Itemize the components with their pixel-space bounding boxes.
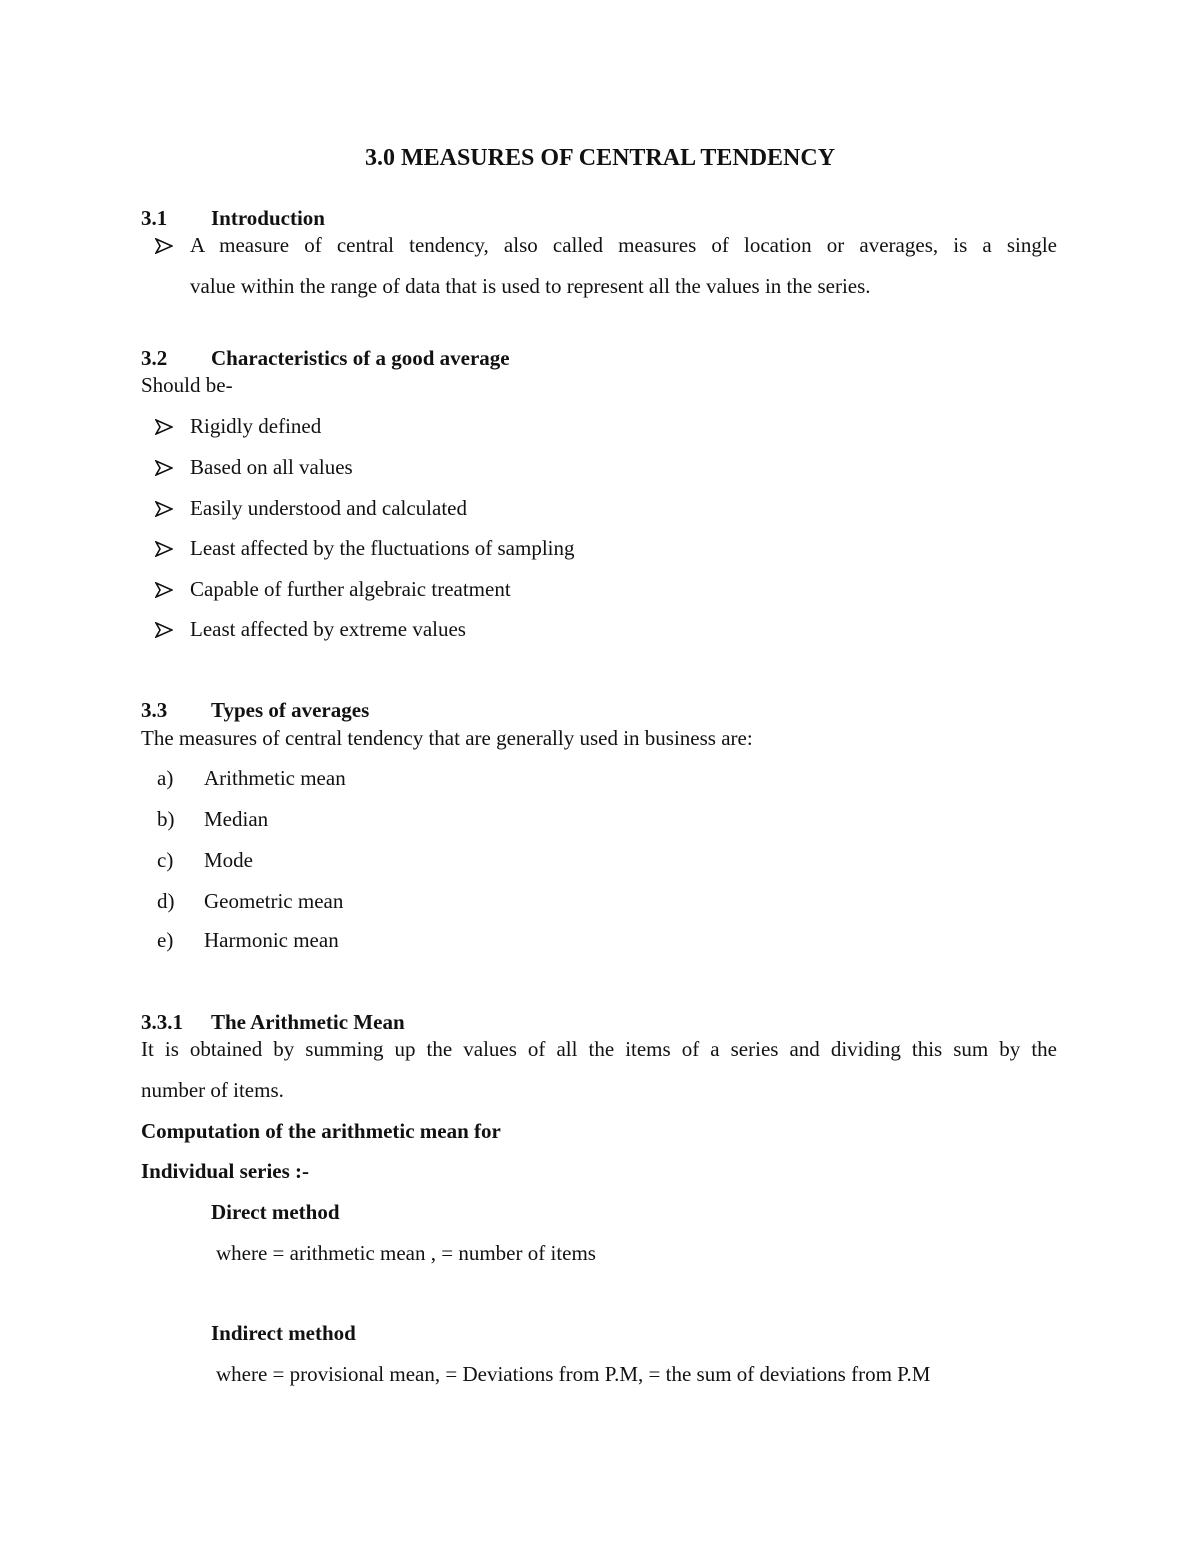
section-heading: Characteristics of a good average (211, 346, 510, 370)
section-number: 3.3.1 (141, 1010, 183, 1034)
arrow-bullet-icon (155, 534, 175, 562)
arrow-bullet-icon (155, 575, 175, 603)
section-intro: Should be- (141, 373, 233, 397)
list-letter: d) (157, 889, 175, 913)
section-heading: Types of averages (211, 698, 370, 722)
arrow-bullet-icon (155, 615, 175, 643)
direct-method-where: where = arithmetic mean , = number of items (216, 1241, 596, 1265)
arrow-bullet-icon (155, 494, 175, 522)
computation-heading: Computation of the arithmetic mean for (141, 1119, 501, 1143)
list-item: Arithmetic mean (204, 766, 346, 790)
list-item: Median (204, 807, 269, 831)
intro-paragraph-line-2: value within the range of data that is used to represent all the values in the series. (190, 274, 871, 298)
list-item: Least affected by the fluctuations of sampling (190, 536, 575, 560)
arrow-bullet-icon (155, 231, 175, 259)
intro-paragraph-line-1: A measure of central tendency, also called measures of location or averages, is a single (190, 233, 1057, 257)
list-item: Easily understood and calculated (190, 496, 467, 520)
list-item: Least affected by extreme values (190, 617, 466, 641)
paragraph-line-2: number of items. (141, 1078, 284, 1102)
section-number: 3.1 (141, 206, 168, 230)
direct-method-heading: Direct method (211, 1200, 340, 1224)
section-intro: The measures of central tendency that are generally used in business are: (141, 726, 753, 750)
series-heading: Individual series :- (141, 1159, 310, 1183)
arrow-bullet-icon (155, 453, 175, 481)
list-item: Geometric mean (204, 889, 344, 913)
page-title: 3.0 MEASURES OF CENTRAL TENDENCY (364, 145, 836, 171)
list-letter: b) (157, 807, 175, 831)
section-heading: The Arithmetic Mean (211, 1010, 405, 1034)
paragraph-line-1: It is obtained by summing up the values of all the items of a series and dividing this sum by the (141, 1037, 1057, 1061)
list-letter: c) (157, 848, 174, 872)
section-heading: Introduction (211, 206, 325, 230)
list-item: Capable of further algebraic treatment (190, 577, 511, 601)
list-item: Rigidly defined (190, 414, 322, 438)
arrow-bullet-icon (155, 412, 175, 440)
indirect-method-heading: Indirect method (211, 1321, 356, 1345)
list-item: Mode (204, 848, 253, 872)
list-item: Based on all values (190, 455, 353, 479)
section-number: 3.2 (141, 346, 168, 370)
indirect-method-where: where = provisional mean, = Deviations from P.M, = the sum of deviations from P.M (216, 1362, 931, 1386)
list-item: Harmonic mean (204, 928, 339, 952)
section-number: 3.3 (141, 698, 168, 722)
list-letter: a) (157, 766, 174, 790)
list-letter: e) (157, 928, 174, 952)
